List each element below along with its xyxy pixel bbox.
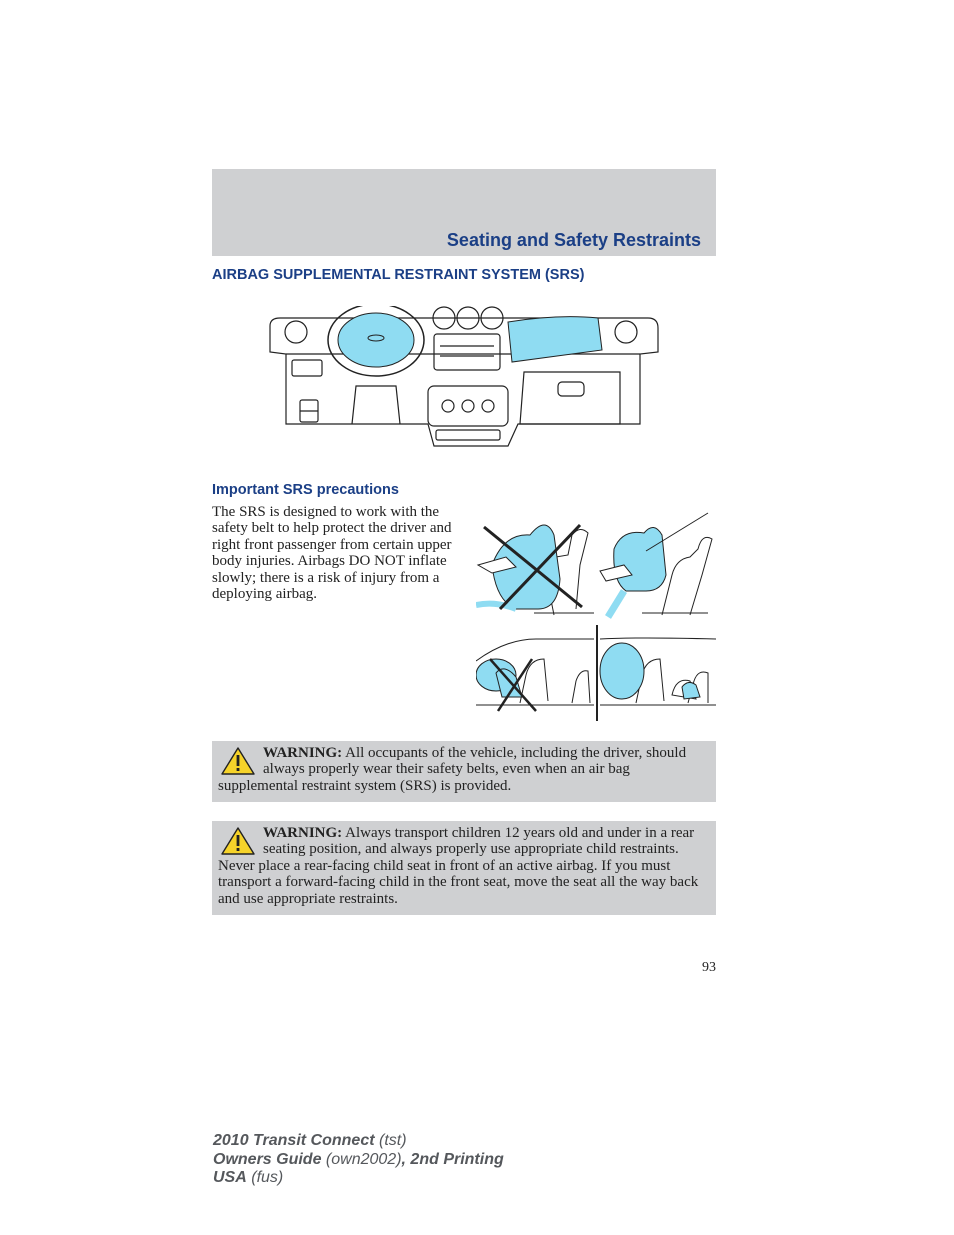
footer-guide: Owners Guide: [213, 1150, 322, 1168]
warning-box-seatbelts: [212, 741, 716, 802]
dashboard-airbag-illustration: [268, 306, 660, 454]
footer-model-code: (tst): [379, 1132, 407, 1149]
occupant-position-illustration: [476, 505, 716, 622]
section-heading: AIRBAG SUPPLEMENTAL RESTRAINT SYSTEM (SRS): [212, 267, 585, 283]
warning-box-children: [212, 821, 716, 915]
document-footer: [213, 1132, 504, 1188]
footer-market-code: (fus): [251, 1169, 284, 1186]
chapter-title: Seating and Safety Restraints: [446, 230, 701, 250]
warning-text: Always transport children 12 years old and under in a rear seating position, and always properly use appropriate child restraints. Never place a rear-facing child seat in front of an active airbag. If you must transport a forward-facing child in the front seat, move the seat all the way back and use appropriate restraints.: [218, 825, 699, 907]
footer-market: USA: [213, 1169, 247, 1186]
warning-text: All occupants of the vehicle, including the driver, should always properly wear their safety belts, even when an air bag supplemental restraint system (SRS) is provided.: [218, 745, 687, 794]
page-number: 93: [702, 960, 716, 975]
warning-label: WARNING:: [263, 745, 343, 761]
child-seat-vehicle-illustration: [476, 625, 716, 721]
precautions-heading: Important SRS precautions: [212, 482, 399, 498]
footer-printing: , 2nd Printing: [401, 1150, 504, 1168]
footer-line-model: [213, 1132, 504, 1151]
footer-line-guide: [213, 1151, 504, 1170]
footer-model: 2010 Transit Connect: [213, 1132, 375, 1149]
chapter-header: [212, 169, 716, 256]
footer-guide-code: (own2002): [325, 1150, 402, 1168]
warning-label: WARNING:: [263, 825, 343, 841]
footer-line-market: [213, 1169, 504, 1188]
precautions-body: The SRS is designed to work with the safety belt to help protect the driver and right front passenger from certain upper body injuries. Airbags DO NOT inflate slowly; there is a risk of injury from a deploying airbag.: [212, 504, 452, 603]
warning-triangle-icon: [221, 747, 255, 775]
warning-triangle-icon: [221, 827, 255, 855]
